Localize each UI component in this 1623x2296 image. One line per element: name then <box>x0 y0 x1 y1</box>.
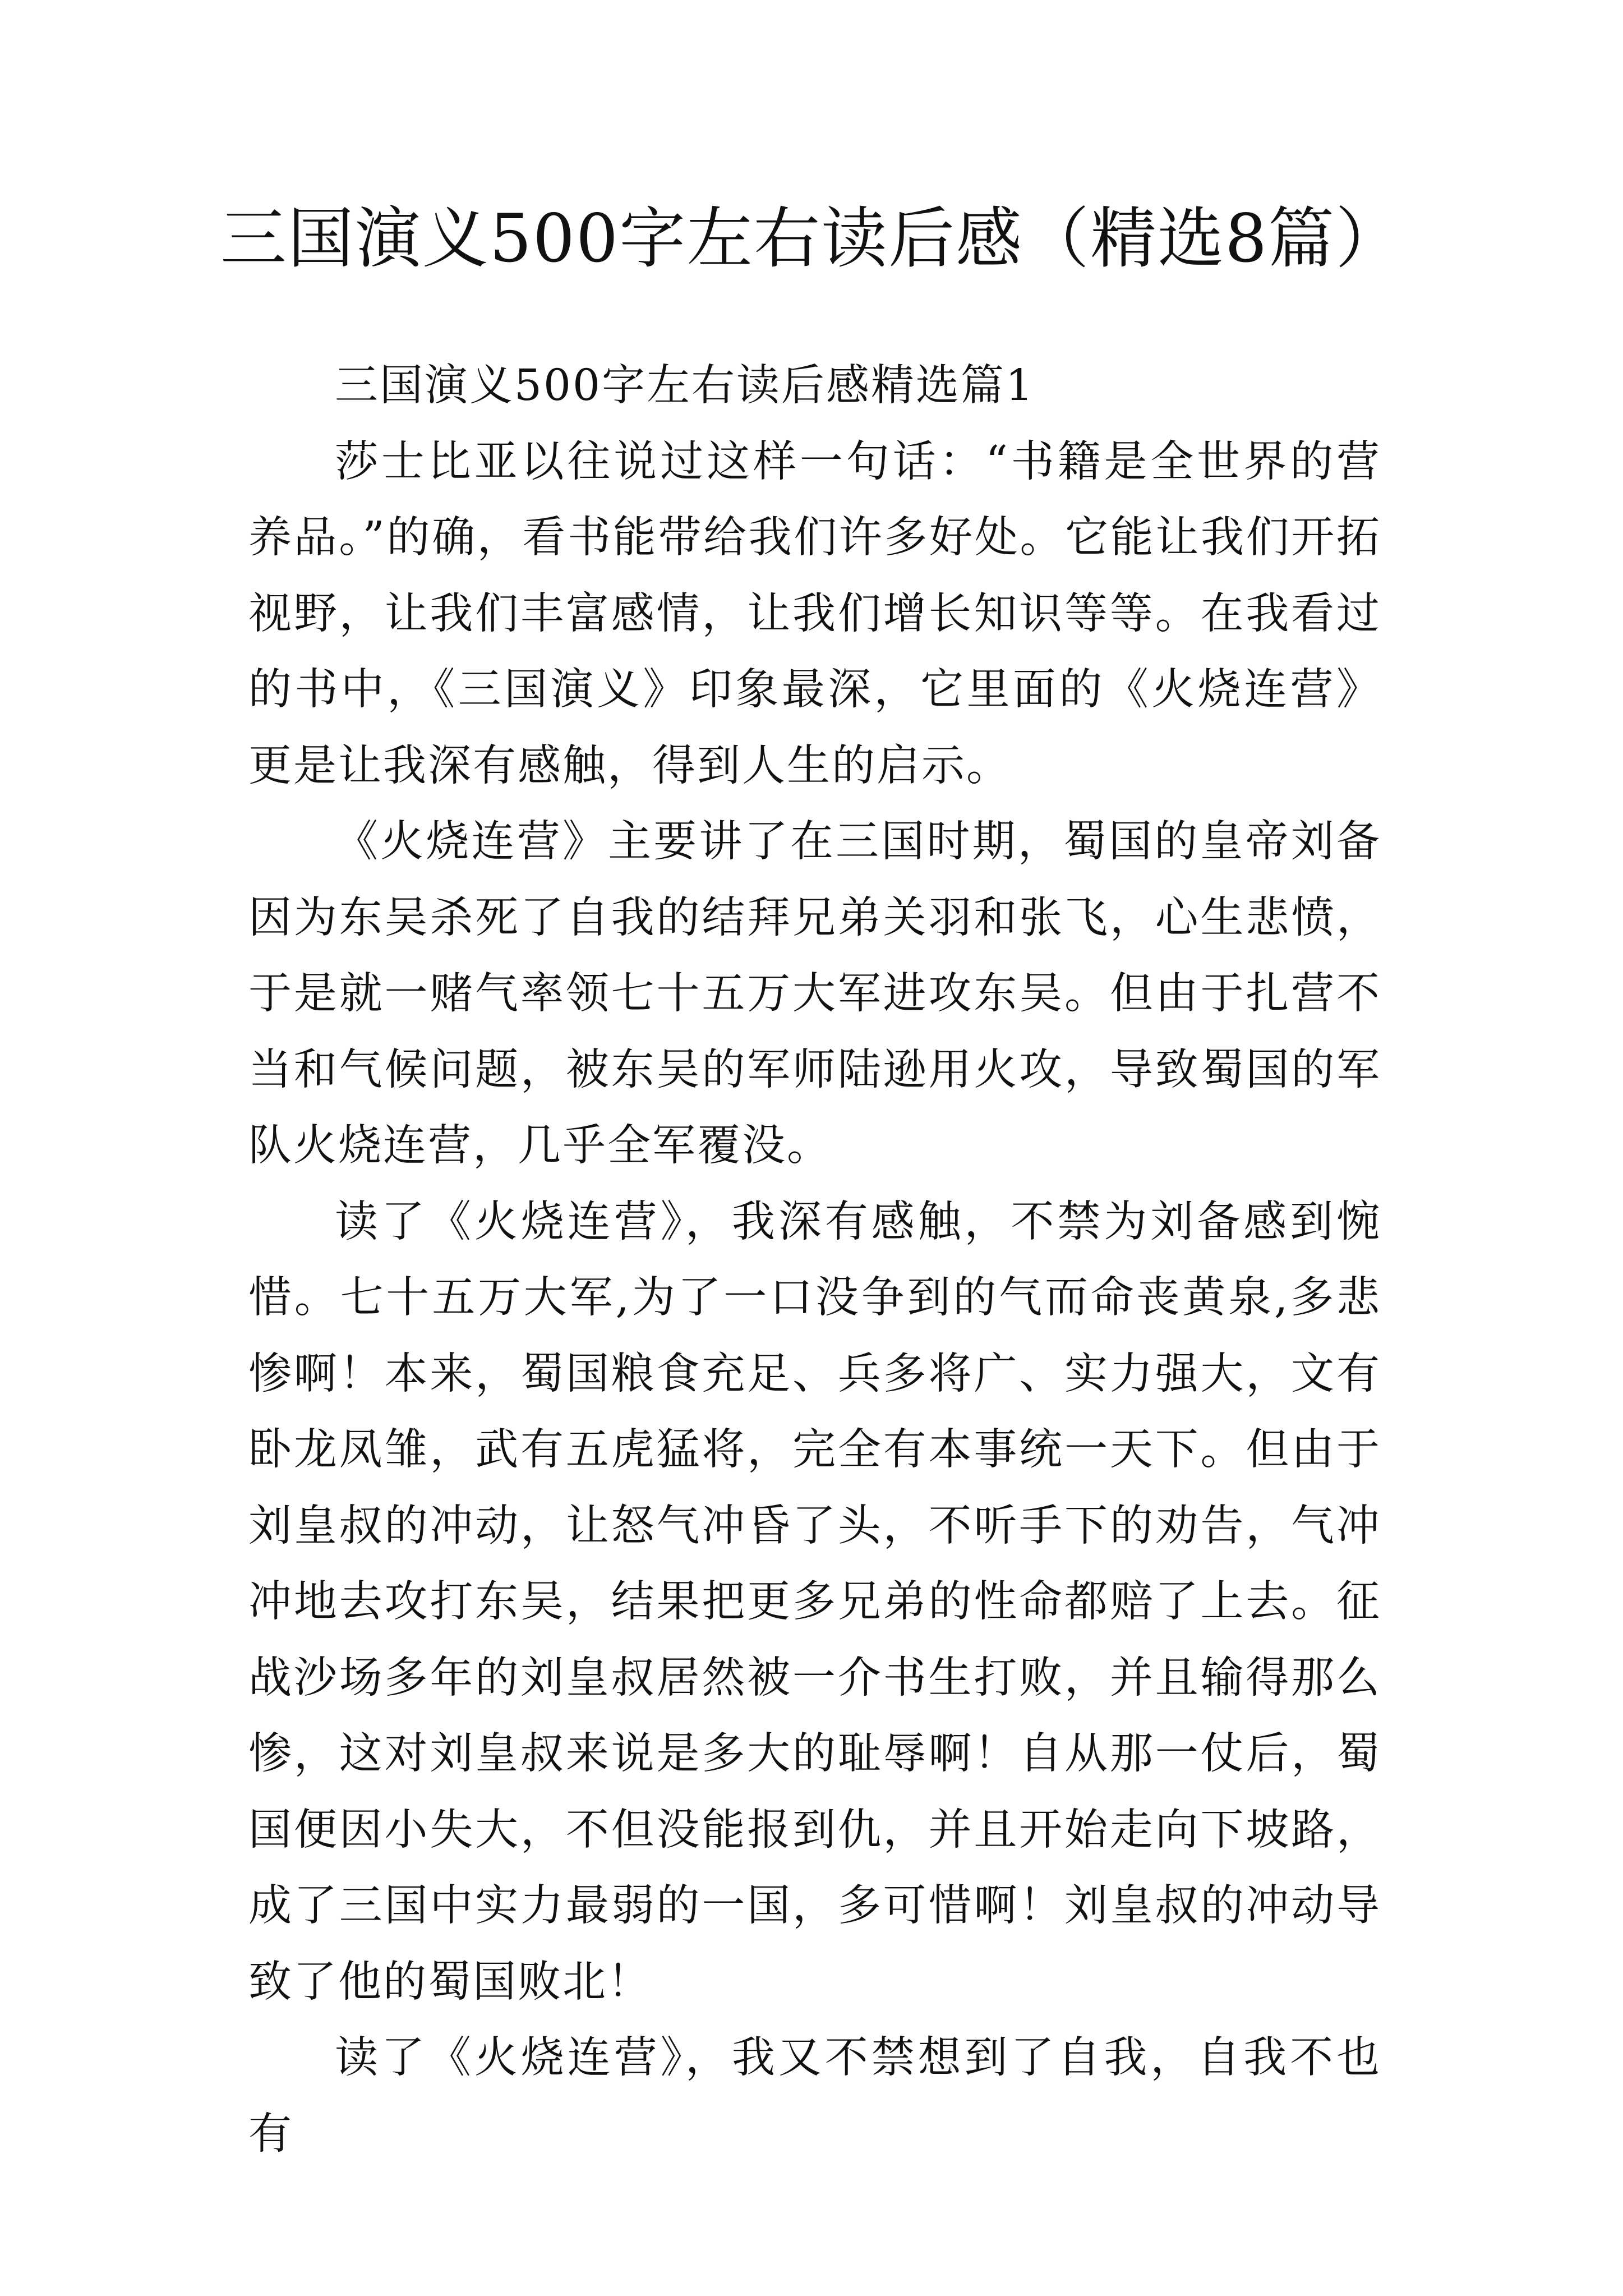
body-paragraph: 《火烧连营》主要讲了在三国时期，蜀国的皇帝刘备因为东吴杀死了自我的结拜兄弟关羽和张飞，心生悲愤，于是就一赌气率领七十五万大军进攻东吴。但由于扎营不当和气候问题，被东吴的军师陆逊用火攻，导致蜀国的军队火烧连营，几乎全军覆没。 <box>248 817 1381 1171</box>
document-body <box>248 348 1381 2172</box>
body-paragraph: 读了《火烧连营》，我又不禁想到了自我，自我不也有 <box>248 2033 1381 2159</box>
body-paragraph: 读了《火烧连营》，我深有感触，不禁为刘备感到惋惜。七十五万大军,为了一口没争到的气而命丧黄泉,多悲惨啊！本来，蜀国粮食充足、兵多将广、实力强大，文有卧龙凤雏，武有五虎猛将，完全有本事统一天下。但由于刘皇叔的冲动，让怒气冲昏了头，不听手下的劝告，气冲冲地去攻打东吴，结果把更多兄弟的性命都赔了上去。征战沙场多年的刘皇叔居然被一介书生打败，并且输得那么惨，这对刘皇叔来说是多大的耻辱啊！自从那一仗后，蜀国便因小失大，不但没能报到仇，并且开始走向下坡路，成了三国中实力最弱的一国，多可惜啊！刘皇叔的冲动导致了他的蜀国败北！ <box>248 1197 1381 2007</box>
section-heading: 三国演义500字左右读后感精选篇1 <box>335 361 1035 411</box>
body-paragraph: 莎士比亚以往说过这样一句话：“书籍是全世界的营养品。”的确，看书能带给我们许多好处。它能让我们开拓视野，让我们丰富感情，让我们增长知识等等。在我看过的书中，《三国演义》印象最深，它里面的《火烧连营》更是让我深有感触，得到人生的启示。 <box>248 436 1381 791</box>
document-title: 三国演义500字左右读后感（精选8篇） <box>220 200 1403 277</box>
